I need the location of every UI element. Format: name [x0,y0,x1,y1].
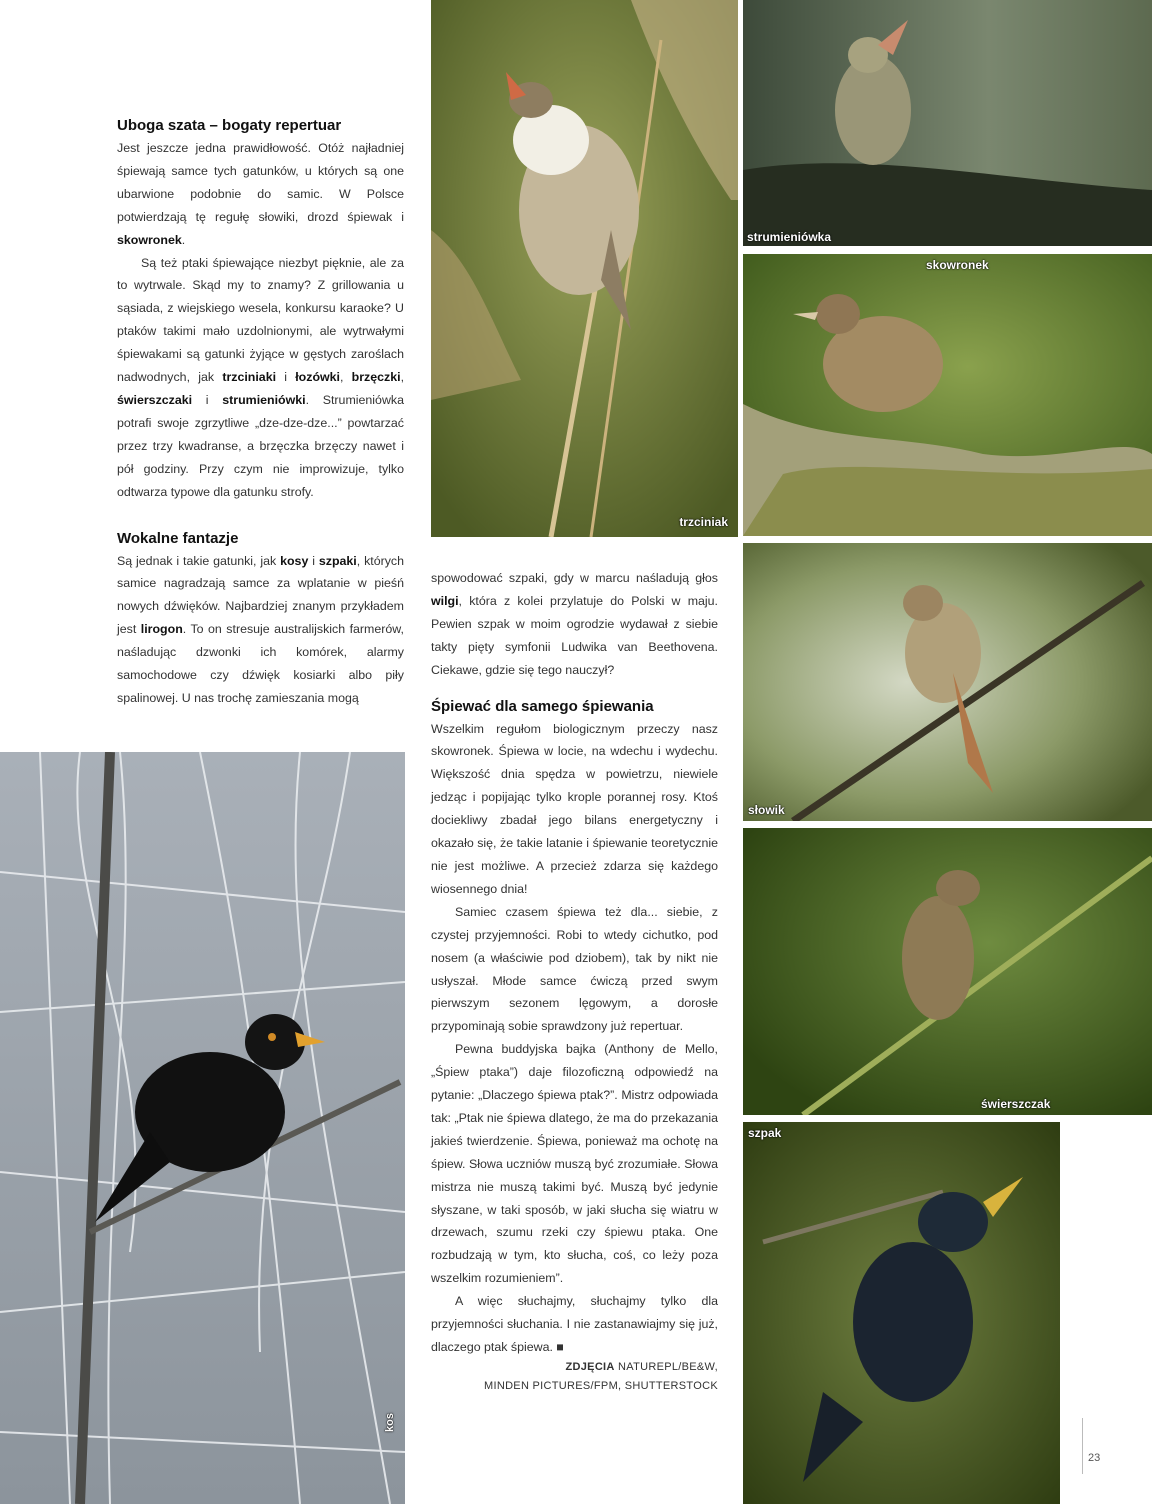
caption-swierszczak: świerszczak [981,1097,1051,1111]
caption-kos: kos [384,1413,396,1432]
text-column-middle [431,567,718,1359]
page-rule [1082,1418,1083,1474]
photo-slowik [743,543,1152,821]
end-mark: ■ [556,1340,564,1354]
credits-label: ZDJĘCIA [565,1361,615,1373]
page-number: 23 [1088,1452,1101,1464]
photo-trzciniak [431,0,738,537]
paragraph: Samiec czasem śpiewa też dla... siebie, z czystej przyjemności. Robi to wtedy cichutko, pod nosem (a właściwie pod dziobem), tak by nikt nie usłyszał. Młode samce ćwiczą przed swym pierwszym sezonem lęgowym, a dorosłe przypominają sobie sprawdzony już repertuar. [431,904,718,1034]
photo-credits: ZDJĘCIA NATUREPL/BE&W, MINDEN PICTURES/FPM, SHUTTERSTOCK [484,1361,718,1392]
photo-szpak [743,1122,1060,1504]
caption-skowronek: skowronek [926,258,989,272]
paragraph: A więc słuchajmy, słuchajmy tylko dla przyjemności słuchania. I nie zastanawiajmy się już, dlaczego ptak śpiewa. ■ [431,1294,718,1354]
caption-trzciniak: trzciniak [679,515,728,529]
paragraph: Jest jeszcze jedna prawidłowość. Otóż najładniej śpiewają samce tych gatunków, u których są one ubarwione podobnie do samic. W Polsce potwierdzają tę regułę słowiki, drozd śpiewak i skowronek. [117,141,404,247]
paragraph: Są jednak i takie gatunki, jak kosy i szpaki, których samice nagradzają samce za wplatanie w pieśń nowych dźwięków. Najbardziej znanym przykładem jest lirogon. To on stresuje australijskich farmerów, naśladując dzwonki ich komórek, alarmy samochodowe czy dźwięk kosiarki albo piły spalinowej. U nas trochę zamieszania mogą [117,553,405,705]
photo-skowronek [743,254,1152,536]
photo-swierszczak [743,828,1152,1115]
paragraph: Pewna buddyjska bajka (Anthony de Mello, „Śpiew ptaka”) daje filozoficzną odpowiedź na pytanie: „Dlaczego śpiewa ptak?”. Mistrz odpowiada tak: „Ptak nie śpiewa dlatego, że ma do przekazania jakieś twierdzenie. Śpiewa, ponieważ ma ochotę na śpiew. Słowa uczniów muszą być zrozumiałe. Słowa mistrza nie muszą takimi być. Muszą być jedynie słyszane, w taki sposób, w jaki słucha się wiatru w drzewach, szumu rzeki czy śpiewu ptaka. One rozbudzają w tym, kto słucha, coś, co leży poza wszelkim rozumieniem”. [431,1042,718,1286]
photo-strumieniowka [743,0,1152,246]
paragraph: Są też ptaki śpiewające niezbyt pięknie, ale za to wytrwale. Skąd my to znamy? Z grillowania u sąsiada, z wiejskiego wesela, konkursu karaoke? U ptaków takimi mało uzdolnionymi, ale wytrwałymi śpiewakami są gatunki żyjące w gęstych zaroślach nadwodnych, jak trzciniaki i łozówki, brzęczki, świerszczaki i strumieniówki. Strumieniówka potrafi swoje zgrzytliwe „dze-dze-dze...” powtarzać przez trzy kwadranse, a brzęczka brzęczy nawet i pół godziny. Przy czym nie improwizuje, tylko odtwarza typowe dla gatunku strofy. [117,255,405,499]
heading-wokalne-fantazje: Wokalne fantazje [117,529,239,547]
paragraph: Wszelkim regułom biologicznym przeczy nasz skowronek. Śpiewa w locie, na wdechu i wydechu. Większość dnia spędza w powietrzu, niewiele jedząc i popijając tylko krople porannej rosy. Ktoś dociekliwy zbadał jego bilans energetyczny i okazało się, że takie latanie i śpiewanie teoretycznie nie jest możliwe. A przecież zdarza się każdego wiosennego dnia! [431,721,718,896]
photo-kos [0,752,405,1504]
text-column-left [117,115,404,710]
caption-strumieniowka: strumieniówka [747,230,832,244]
caption-slowik: słowik [748,803,785,817]
heading-uboga-szata: Uboga szata – bogaty repertuar [117,117,342,134]
caption-szpak: szpak [748,1126,782,1140]
paragraph: spowodować szpaki, gdy w marcu naśladują głos wilgi, która z kolei przylatuje do Polski w maju. Pewien szpak w moim ogrodzie wydawał z siebie takty pięty symfonii Ludwika van Beethovena. Ciekawe, gdzie się tego nauczył? [431,571,718,677]
heading-spiewac: Śpiewać dla samego śpiewania [431,697,654,715]
